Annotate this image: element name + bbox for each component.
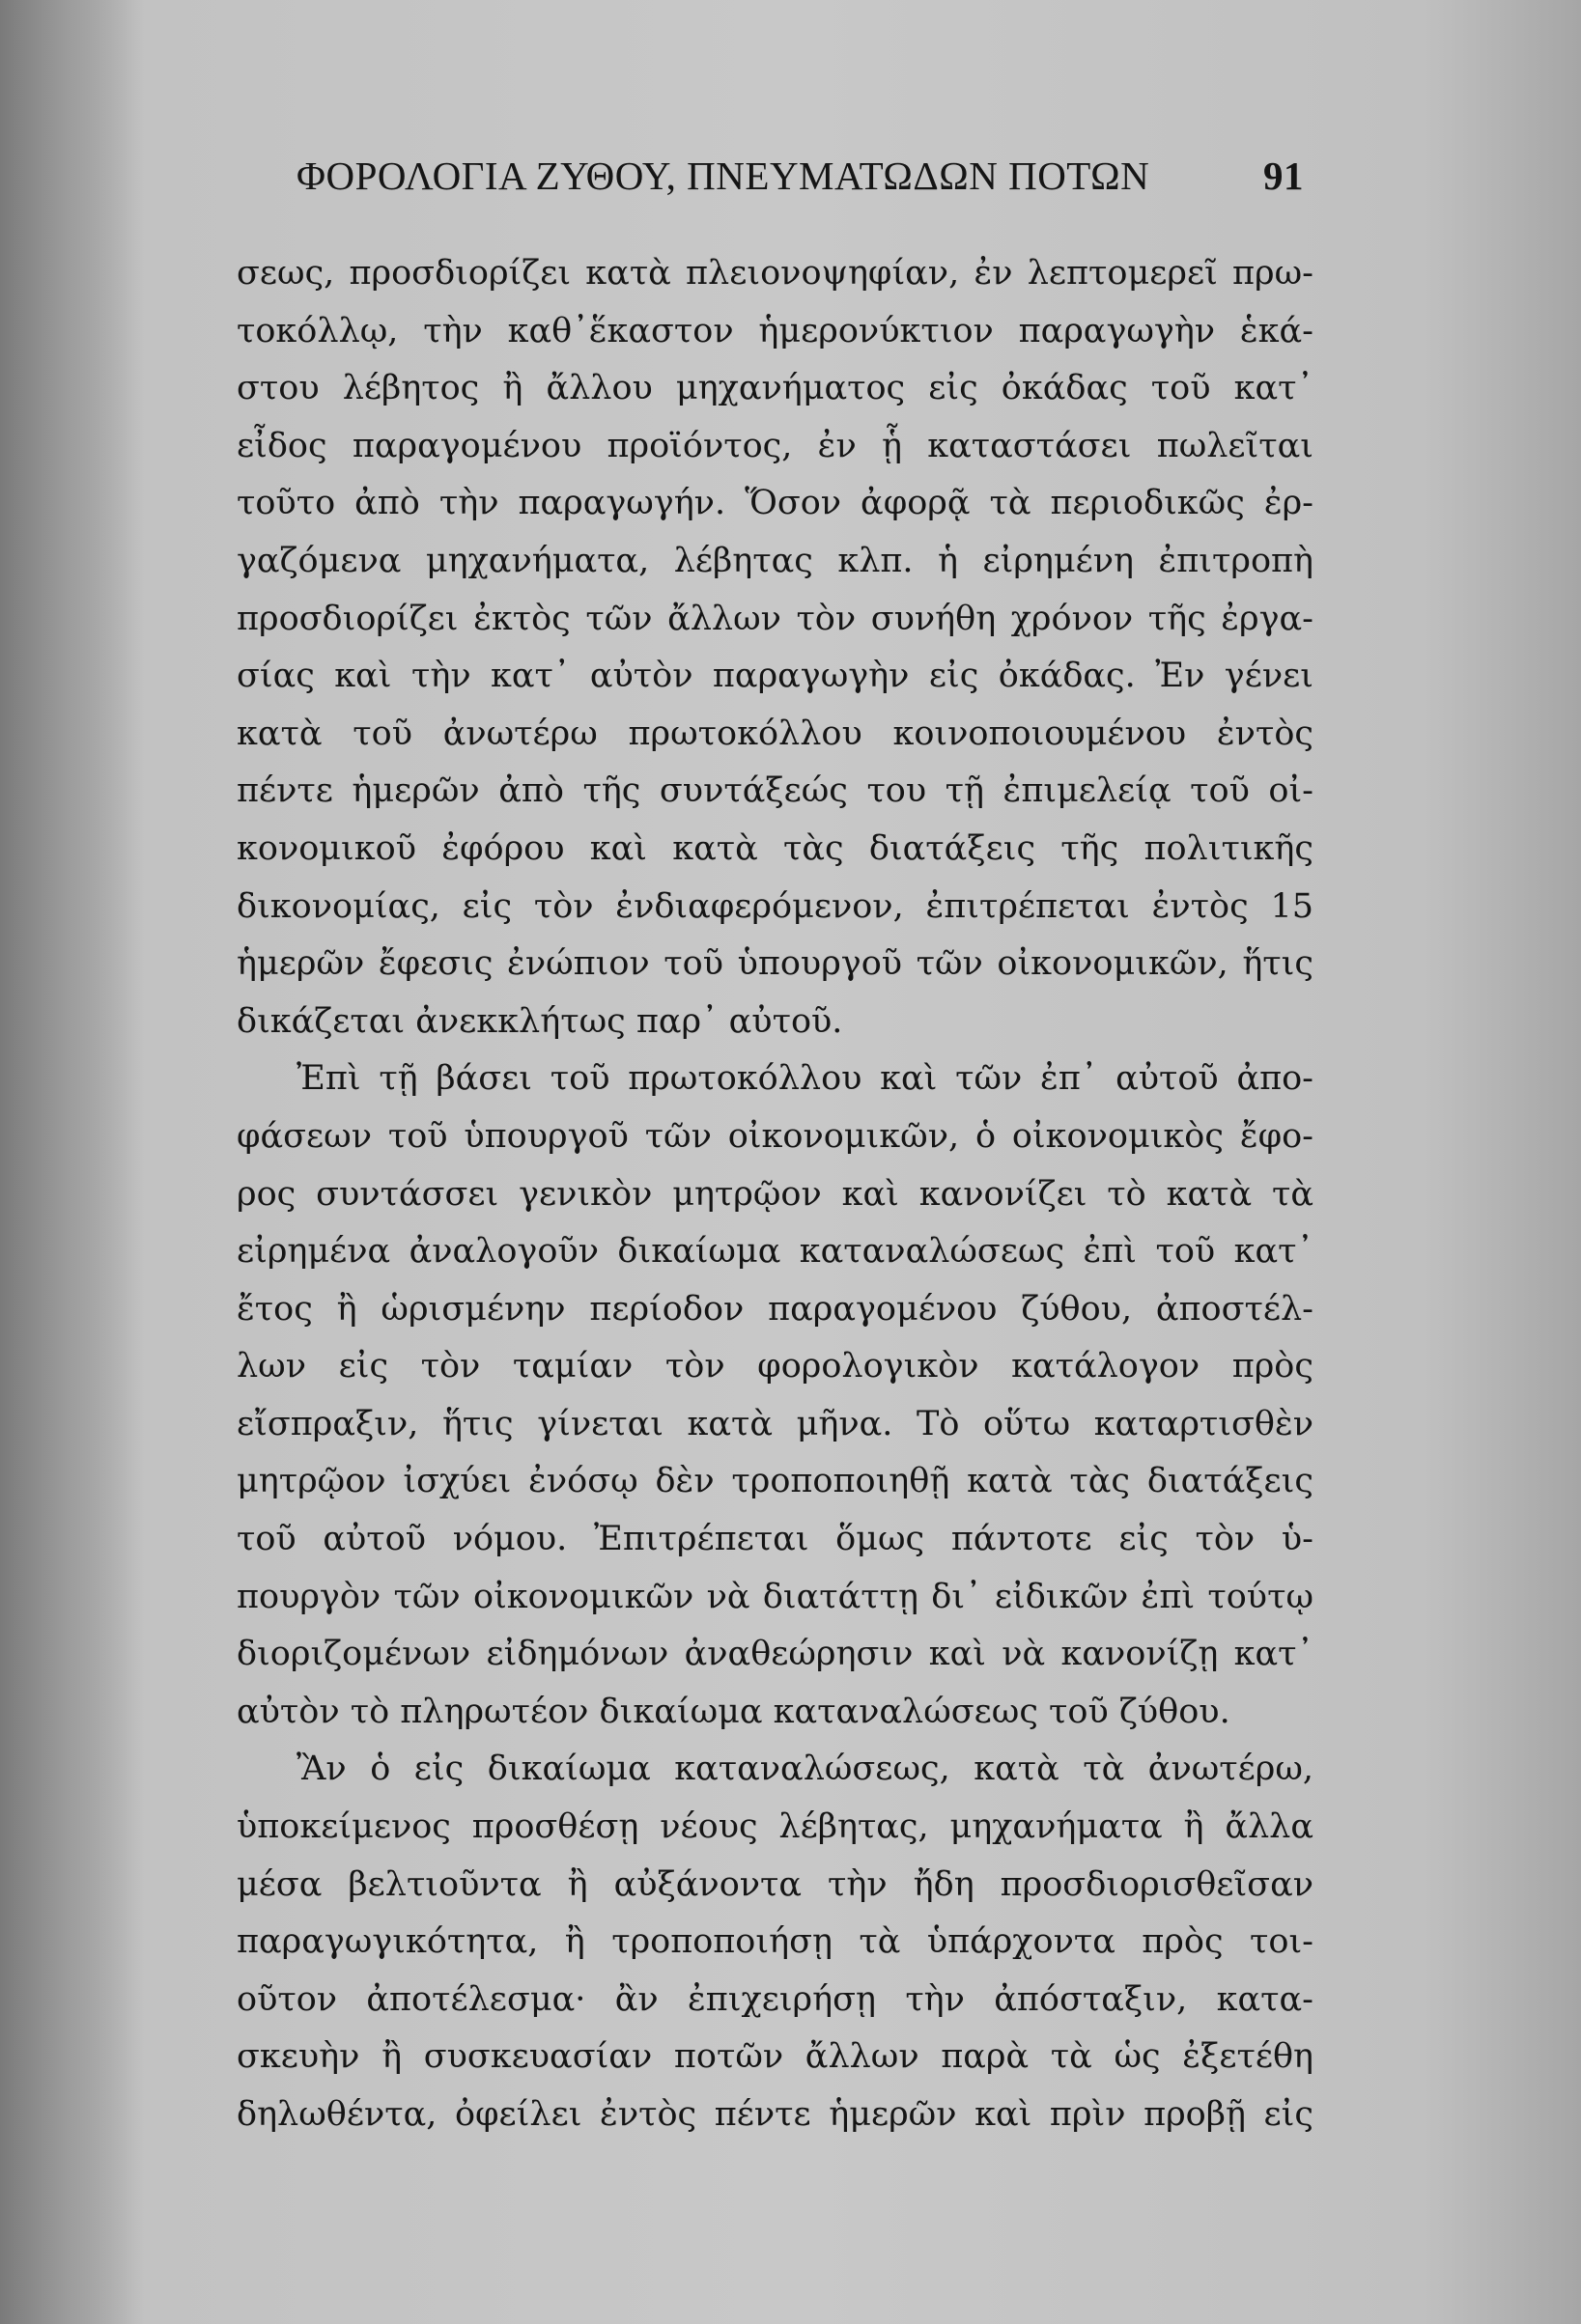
text-line: λων εἰς τὸν ταμίαν τὸν φορολογικὸν κατάλογον πρὸς [237,1347,1313,1386]
text-line: διοριζομένων εἰδημόνων ἀναθεώρησιν καὶ νὰ κανονίζῃ κατ᾽ [237,1635,1313,1674]
book-page [237,145,1313,2201]
text-line: αὐτὸν τὸ πληρωτέον δικαίωμα καταναλώσεως τοῦ ζύθου. [237,1692,1230,1731]
text-line: ἔτος ἢ ὡρισμένην περίοδον παραγομένου ζύθου, ἀποστέλ- [237,1289,1313,1329]
text-line: εἴσπραξιν, ἥτις γίνεται κατὰ μῆνα. Τὸ οὕτω καταρτισθὲν [237,1404,1313,1443]
text-line: οῦτον ἀποτέλεσμα· ἂν ἐπιχειρήσῃ τὴν ἀπόσταξιν, κατα- [237,1979,1313,2019]
text-line: πέντε ἡμερῶν ἀπὸ τῆς συντάξεώς του τῇ ἐπιμελείᾳ τοῦ οἰ- [237,771,1313,811]
text-line: δικάζεται ἀνεκκλήτως παρ᾽ αὐτοῦ. [237,1001,843,1041]
text-line: γαζόμενα μηχανήματα, λέβητας κλπ. ἡ εἰρημένη ἐπιτροπὴ [237,541,1313,580]
text-line: Ἂν ὁ εἰς δικαίωμα καταναλώσεως, κατὰ τὰ ἀνωτέρω, [296,1750,1313,1789]
text-line: σεως, προσδιορίζει κατὰ πλειονοψηφίαν, ἐν λεπτομερεῖ πρω- [237,254,1313,293]
text-line: στου λέβητος ἢ ἄλλου μηχανήματος εἰς ὀκάδας τοῦ κατ᾽ [237,369,1313,408]
paragraph [237,1050,1313,1741]
running-head [296,145,1313,212]
text-line: τοῦτο ἀπὸ τὴν παραγωγήν. Ὅσον ἀφορᾷ τὰ περιοδικῶς ἐρ- [237,484,1313,523]
text-line: κονομικοῦ ἐφόρου καὶ κατὰ τὰς διατάξεις τῆς πολιτικῆς [237,828,1313,868]
text-line: Ἐπὶ τῇ βάσει τοῦ πρωτοκόλλου καὶ τῶν ἐπ᾽ αὐτοῦ ἀπο- [296,1059,1313,1099]
text-line: πουργὸν τῶν οἰκονομικῶν νὰ διατάττῃ δι᾽ εἰδικῶν ἐπὶ τούτῳ [237,1577,1313,1616]
page-number: 91 [1263,154,1304,198]
text-line: δηλωθέντα, ὀφείλει ἐντὸς πέντε ἡμερῶν καὶ πρὶν προβῇ εἰς [237,2095,1313,2134]
text-line: κατὰ τοῦ ἀνωτέρω πρωτοκόλλου κοινοποιουμένου ἐντὸς [237,714,1313,753]
text-line: τοῦ αὐτοῦ νόμου. Ἐπιτρέπεται ὅμως πάντοτε εἰς τὸν ὑ- [237,1520,1313,1559]
text-line: μέσα βελτιοῦντα ἢ αὐξάνοντα τὴν ἤδη προσδιορισθεῖσαν [237,1864,1313,1904]
text-line: προσδιορίζει ἐκτὸς τῶν ἄλλων τὸν συνήθη χρόνον τῆς ἐργα- [237,599,1313,638]
text-line: ὑποκείμενος προσθέσῃ νέους λέβητας, μηχανήματα ἢ ἄλλα [237,1807,1313,1847]
text-line: φάσεων τοῦ ὑπουργοῦ τῶν οἰκονομικῶν, ὁ οἰκονομικὸς ἔφο- [237,1116,1313,1156]
text-line: σίας καὶ τὴν κατ᾽ αὐτὸν παραγωγὴν εἰς ὀκάδας. Ἐν γένει [237,657,1313,696]
text-line: τοκόλλῳ, τὴν καθ᾽ἕκαστον ἡμερονύκτιον παραγωγὴν ἑκά- [237,311,1313,350]
text-line: ρος συντάσσει γενικὸν μητρῷον καὶ κανονίζει τὸ κατὰ τὰ [237,1174,1313,1214]
text-line: δικονομίας, εἰς τὸν ἐνδιαφερόμενον, ἐπιτρέπεται ἐντὸς 15 [237,886,1313,926]
text-line: εἶδος παραγομένου προϊόντος, ἐν ᾗ καταστάσει πωλεῖται [237,426,1313,465]
paragraph [237,245,1313,1050]
binding-shadow [0,0,145,2324]
running-head-title: ΦΟΡΟΛΟΓΙΑ ΖΥΘΟΥ, ΠΝΕΥΜΑΤΩΔΩΝ ΠΟΤΩΝ [296,154,1150,198]
text-line: μητρῷον ἰσχύει ἐνόσῳ δὲν τροποποιηθῇ κατὰ τὰς διατάξεις [237,1462,1313,1501]
paragraph [237,1741,1313,2143]
text-line: σκευὴν ἢ συσκευασίαν ποτῶν ἄλλων παρὰ τὰ ὡς ἐξετέθη [237,2037,1313,2077]
text-line: ἡμερῶν ἔφεσις ἐνώπιον τοῦ ὑπουργοῦ τῶν οἰκονομικῶν, ἥτις [237,944,1313,984]
text-line: παραγωγικότητα, ἢ τροποποιήσῃ τὰ ὑπάρχοντα πρὸς τοι- [237,1922,1313,1962]
text-line: εἰρημένα ἀναλογοῦν δικαίωμα καταναλώσεως ἐπὶ τοῦ κατ᾽ [237,1232,1313,1272]
body-text [237,245,1313,2144]
